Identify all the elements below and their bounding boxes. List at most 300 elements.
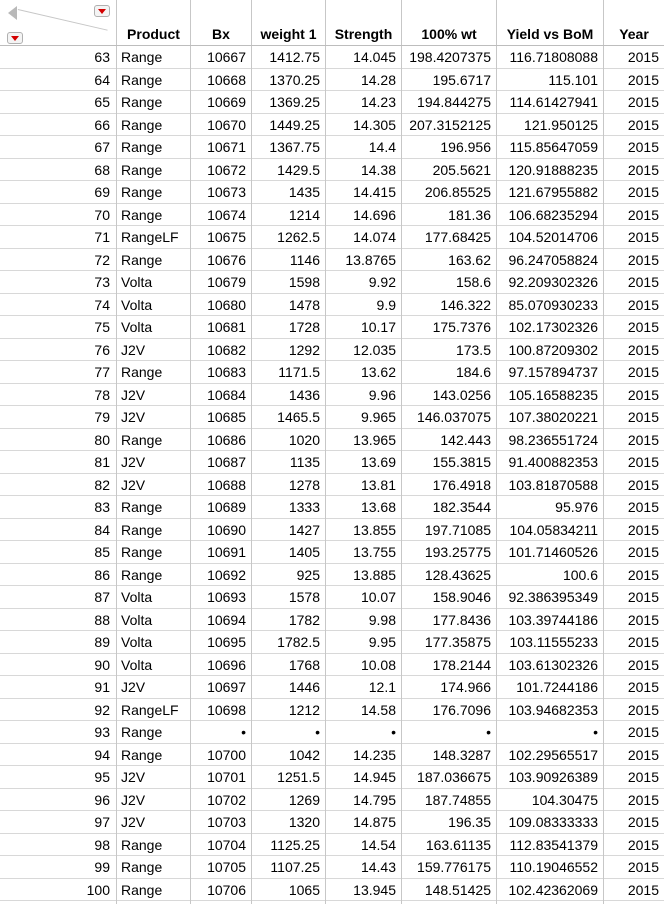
strength-cell[interactable]: 9.98 <box>368 611 396 628</box>
year-cell[interactable]: 2015 <box>627 409 659 425</box>
100-wt-cell[interactable]: 198.4207375 <box>409 49 491 65</box>
table-row[interactable] <box>0 474 664 497</box>
100-wt-cell[interactable]: 207.3152125 <box>409 116 491 133</box>
weight-1-cell[interactable]: 1478 <box>288 296 320 313</box>
100-wt-cell[interactable]: 196.956 <box>440 139 491 155</box>
strength-cell[interactable]: 13.62 <box>360 364 396 380</box>
row-number-cell[interactable]: 88 <box>94 611 110 628</box>
product-cell[interactable]: J2V <box>121 341 146 358</box>
table-row[interactable] <box>0 249 664 272</box>
year-cell[interactable]: 2015 <box>627 94 659 110</box>
bx-cell[interactable]: 10687 <box>207 454 246 470</box>
column-divider[interactable] <box>116 0 117 904</box>
table-row[interactable] <box>0 136 664 159</box>
row-number-cell[interactable]: 95 <box>94 769 110 785</box>
product-cell[interactable]: Range <box>121 566 163 583</box>
row-number-cell[interactable]: 77 <box>94 364 110 380</box>
strength-cell[interactable]: 10.17 <box>360 319 396 335</box>
strength-cell[interactable]: 9.9 <box>376 296 396 313</box>
row-number-cell[interactable]: 76 <box>94 341 110 358</box>
year-cell[interactable]: 2015 <box>627 139 659 155</box>
yield-vs-bom-cell[interactable]: 110.19046552 <box>509 859 598 875</box>
row-number-cell[interactable]: 100 <box>86 881 110 898</box>
strength-cell[interactable]: 13.68 <box>360 499 396 515</box>
year-cell[interactable]: 2015 <box>627 499 659 515</box>
bx-cell[interactable]: 10685 <box>207 409 246 425</box>
yield-vs-bom-cell[interactable]: 97.157894737 <box>508 364 598 380</box>
year-cell[interactable]: 2015 <box>627 679 659 695</box>
table-row[interactable] <box>0 564 664 587</box>
product-cell[interactable]: Range <box>121 544 163 560</box>
product-cell[interactable]: RangeLF <box>121 701 179 718</box>
year-cell[interactable]: 2015 <box>627 364 659 380</box>
table-row[interactable] <box>0 159 664 182</box>
weight-1-cell[interactable]: 1333 <box>288 499 320 515</box>
table-row[interactable] <box>0 361 664 384</box>
row-number-cell[interactable]: 82 <box>94 476 110 493</box>
weight-1-cell[interactable]: 1171.5 <box>278 364 320 380</box>
product-cell[interactable]: J2V <box>121 409 146 425</box>
100-wt-cell[interactable]: 155.3815 <box>432 454 491 470</box>
year-cell[interactable]: 2015 <box>627 184 659 200</box>
product-cell[interactable]: Volta <box>121 319 153 335</box>
weight-1-cell[interactable]: 1269 <box>288 791 320 808</box>
yield-vs-bom-cell[interactable]: 101.7244186 <box>516 679 598 695</box>
bx-cell[interactable]: 10701 <box>207 769 246 785</box>
table-row[interactable] <box>0 811 664 834</box>
bx-cell[interactable]: 10692 <box>207 566 246 583</box>
weight-1-cell[interactable]: 1214 <box>288 206 320 223</box>
bx-cell[interactable]: • <box>241 724 246 740</box>
100-wt-cell[interactable]: 177.68425 <box>424 229 491 245</box>
bx-cell[interactable]: 10700 <box>207 746 246 763</box>
row-number-cell[interactable]: 63 <box>94 49 110 65</box>
bx-cell[interactable]: 10706 <box>207 881 246 898</box>
table-row[interactable] <box>0 519 664 542</box>
strength-cell[interactable]: 13.945 <box>353 881 396 898</box>
table-row[interactable] <box>0 609 664 632</box>
column-divider[interactable] <box>603 0 604 904</box>
bx-cell[interactable]: 10683 <box>207 364 246 380</box>
100-wt-cell[interactable]: 148.3287 <box>432 746 491 763</box>
strength-cell[interactable]: 13.885 <box>353 566 396 583</box>
weight-1-cell[interactable]: 1135 <box>289 454 320 470</box>
rows-menu-icon[interactable] <box>7 32 23 44</box>
weight-1-cell[interactable]: 1728 <box>288 319 320 335</box>
row-number-cell[interactable]: 69 <box>94 184 110 200</box>
table-row[interactable] <box>0 879 664 902</box>
strength-cell[interactable]: 12.1 <box>368 679 396 695</box>
table-row[interactable] <box>0 69 664 92</box>
product-cell[interactable]: Volta <box>121 611 153 628</box>
bx-cell[interactable]: 10693 <box>207 589 246 605</box>
100-wt-cell[interactable]: 128.43625 <box>424 566 491 583</box>
bx-cell[interactable]: 10690 <box>207 521 246 538</box>
strength-cell[interactable]: 14.23 <box>360 94 396 110</box>
100-wt-cell[interactable]: 163.61135 <box>425 836 491 853</box>
100-wt-cell[interactable]: 148.51425 <box>424 881 491 898</box>
strength-cell[interactable]: 12.035 <box>353 341 396 358</box>
year-cell[interactable]: 2015 <box>627 386 659 403</box>
weight-1-cell[interactable]: 1146 <box>289 251 320 268</box>
row-number-cell[interactable]: 67 <box>94 139 110 155</box>
row-number-cell[interactable]: 97 <box>94 814 110 830</box>
year-cell[interactable]: 2015 <box>627 206 659 223</box>
row-number-cell[interactable]: 85 <box>94 544 110 560</box>
strength-cell[interactable]: 14.795 <box>353 791 396 808</box>
year-cell[interactable]: 2015 <box>627 49 659 65</box>
100-wt-cell[interactable]: 205.5621 <box>432 161 491 178</box>
year-cell[interactable]: 2015 <box>627 746 659 763</box>
year-cell[interactable]: 2015 <box>627 769 659 785</box>
table-row[interactable] <box>0 586 664 609</box>
row-number-cell[interactable]: 64 <box>94 71 110 88</box>
year-cell[interactable]: 2015 <box>627 476 659 493</box>
product-cell[interactable]: J2V <box>121 814 146 830</box>
100-wt-cell[interactable]: 197.71085 <box>424 521 491 538</box>
year-cell[interactable]: 2015 <box>627 454 659 470</box>
row-number-cell[interactable]: 80 <box>94 431 110 448</box>
row-number-cell[interactable]: 89 <box>94 634 110 650</box>
100-wt-cell[interactable]: 194.844275 <box>417 94 491 110</box>
product-cell[interactable]: Range <box>121 94 163 110</box>
100-wt-cell[interactable]: 187.74855 <box>424 791 491 808</box>
row-number-cell[interactable]: 99 <box>94 859 110 875</box>
product-cell[interactable]: Range <box>121 859 163 875</box>
strength-cell[interactable]: 13.965 <box>353 431 396 448</box>
row-number-cell[interactable]: 91 <box>94 679 110 695</box>
yield-vs-bom-cell[interactable]: 109.08333333 <box>508 814 598 830</box>
weight-1-cell[interactable]: 1446 <box>288 679 320 695</box>
column-divider[interactable] <box>496 0 497 904</box>
product-cell[interactable]: Range <box>121 521 163 538</box>
100-wt-cell[interactable]: 174.966 <box>440 679 491 695</box>
table-row[interactable] <box>0 676 664 699</box>
table-row[interactable] <box>0 451 664 474</box>
bx-cell[interactable]: 10680 <box>207 296 246 313</box>
bx-cell[interactable]: 10681 <box>207 319 246 335</box>
row-number-cell[interactable]: 75 <box>94 319 110 335</box>
weight-1-cell[interactable]: 1020 <box>288 431 320 448</box>
bx-cell[interactable]: 10694 <box>207 611 246 628</box>
yield-vs-bom-cell[interactable]: 121.67955882 <box>508 184 598 200</box>
100-wt-cell[interactable]: 176.7096 <box>432 701 491 718</box>
yield-vs-bom-cell[interactable]: 107.38020221 <box>508 409 598 425</box>
table-row[interactable] <box>0 699 664 722</box>
weight-1-cell[interactable]: 1278 <box>288 476 320 493</box>
strength-cell[interactable]: 13.855 <box>353 521 396 538</box>
100-wt-cell[interactable]: 177.35875 <box>424 634 491 650</box>
year-cell[interactable]: 2015 <box>627 296 659 313</box>
bx-cell[interactable]: 10696 <box>207 656 246 673</box>
column-header-yield-vs-bom[interactable]: Yield vs BoM <box>506 26 594 42</box>
year-cell[interactable]: 2015 <box>627 566 659 583</box>
bx-cell[interactable]: 10671 <box>207 139 246 155</box>
strength-cell[interactable]: 9.92 <box>368 274 396 290</box>
weight-1-cell[interactable]: 1367.75 <box>269 139 320 155</box>
yield-vs-bom-cell[interactable]: 104.30475 <box>531 791 598 808</box>
table-row[interactable] <box>0 654 664 677</box>
100-wt-cell[interactable]: 195.6717 <box>432 71 491 88</box>
yield-vs-bom-cell[interactable]: 102.17302326 <box>508 319 598 335</box>
table-row[interactable] <box>0 204 664 227</box>
strength-cell[interactable]: 13.755 <box>353 544 396 560</box>
yield-vs-bom-cell[interactable]: 100.6 <box>562 566 598 583</box>
row-number-cell[interactable]: 72 <box>94 251 110 268</box>
strength-cell[interactable]: 14.415 <box>353 184 396 200</box>
weight-1-cell[interactable]: 1436 <box>288 386 320 403</box>
row-number-cell[interactable]: 93 <box>94 724 110 740</box>
yield-vs-bom-cell[interactable]: 100.87209302 <box>508 341 598 358</box>
weight-1-cell[interactable]: 1427 <box>288 521 320 538</box>
yield-vs-bom-cell[interactable]: 103.94682353 <box>508 701 598 718</box>
100-wt-cell[interactable]: 187.036675 <box>417 769 491 785</box>
bx-cell[interactable]: 10705 <box>207 859 246 875</box>
product-cell[interactable]: Volta <box>121 589 153 605</box>
column-divider[interactable] <box>401 0 402 904</box>
yield-vs-bom-cell[interactable]: 115.85647059 <box>509 139 598 155</box>
product-cell[interactable]: Range <box>121 184 163 200</box>
product-cell[interactable]: J2V <box>121 679 146 695</box>
year-cell[interactable]: 2015 <box>627 71 659 88</box>
table-row[interactable] <box>0 406 664 429</box>
table-row[interactable] <box>0 181 664 204</box>
weight-1-cell[interactable]: 1212 <box>288 701 320 718</box>
yield-vs-bom-cell[interactable]: 104.05834211 <box>509 521 598 538</box>
year-cell[interactable]: 2015 <box>627 791 659 808</box>
product-cell[interactable]: Volta <box>121 656 153 673</box>
product-cell[interactable]: Volta <box>121 296 153 313</box>
weight-1-cell[interactable]: 1782.5 <box>277 634 320 650</box>
strength-cell[interactable]: 14.4 <box>368 139 396 155</box>
product-cell[interactable]: Range <box>121 724 163 740</box>
product-cell[interactable]: Range <box>121 746 163 763</box>
year-cell[interactable]: 2015 <box>627 611 659 628</box>
bx-cell[interactable]: 10674 <box>207 206 246 223</box>
row-number-cell[interactable]: 78 <box>94 386 110 403</box>
product-cell[interactable]: J2V <box>121 476 146 493</box>
year-cell[interactable]: 2015 <box>627 701 659 718</box>
yield-vs-bom-cell[interactable]: 106.68235294 <box>508 206 598 223</box>
yield-vs-bom-cell[interactable]: 95.976 <box>555 499 598 515</box>
column-header-year[interactable]: Year <box>619 26 649 42</box>
yield-vs-bom-cell[interactable]: 92.386395349 <box>508 589 598 605</box>
year-cell[interactable]: 2015 <box>627 656 659 673</box>
weight-1-cell[interactable]: 1598 <box>288 274 320 290</box>
weight-1-cell[interactable]: 1262.5 <box>277 229 320 245</box>
column-header-100-wt[interactable]: 100% wt <box>421 26 477 42</box>
product-cell[interactable]: J2V <box>121 769 146 785</box>
strength-cell[interactable]: 10.08 <box>360 656 396 673</box>
year-cell[interactable]: 2015 <box>627 859 659 875</box>
product-cell[interactable]: Volta <box>121 274 153 290</box>
strength-cell[interactable]: 10.07 <box>360 589 396 605</box>
100-wt-cell[interactable]: 163.62 <box>448 251 491 268</box>
weight-1-cell[interactable]: 1251.5 <box>277 769 320 785</box>
row-number-cell[interactable]: 79 <box>94 409 110 425</box>
weight-1-cell[interactable]: 1065 <box>288 881 320 898</box>
table-row[interactable] <box>0 721 664 744</box>
weight-1-cell[interactable]: 1465.5 <box>277 409 320 425</box>
100-wt-cell[interactable]: 176.4918 <box>432 476 491 493</box>
row-number-cell[interactable]: 92 <box>94 701 110 718</box>
weight-1-cell[interactable]: • <box>315 724 320 740</box>
yield-vs-bom-cell[interactable]: 102.42362069 <box>508 881 598 898</box>
table-row[interactable] <box>0 631 664 654</box>
weight-1-cell[interactable]: 1107.25 <box>270 859 320 875</box>
100-wt-cell[interactable]: 182.3544 <box>432 499 491 515</box>
yield-vs-bom-cell[interactable]: 91.400882353 <box>508 454 598 470</box>
strength-cell[interactable]: 14.945 <box>353 769 396 785</box>
weight-1-cell[interactable]: 1449.25 <box>269 116 320 133</box>
table-row[interactable] <box>0 91 664 114</box>
row-number-cell[interactable]: 74 <box>94 296 110 313</box>
yield-vs-bom-cell[interactable]: 103.90926389 <box>508 769 598 785</box>
bx-cell[interactable]: 10691 <box>207 544 246 560</box>
year-cell[interactable]: 2015 <box>627 521 659 538</box>
year-cell[interactable]: 2015 <box>627 229 659 245</box>
strength-cell[interactable]: 14.045 <box>353 49 396 65</box>
bx-cell[interactable]: 10679 <box>207 274 246 290</box>
year-cell[interactable]: 2015 <box>627 431 659 448</box>
row-number-cell[interactable]: 98 <box>94 836 110 853</box>
yield-vs-bom-cell[interactable]: 103.39744186 <box>508 611 598 628</box>
weight-1-cell[interactable]: 1370.25 <box>269 71 320 88</box>
yield-vs-bom-cell[interactable]: 120.91888235 <box>508 161 598 178</box>
bx-cell[interactable]: 10698 <box>207 701 246 718</box>
strength-cell[interactable]: 14.28 <box>360 71 396 88</box>
row-number-cell[interactable]: 86 <box>94 566 110 583</box>
strength-cell[interactable]: 13.81 <box>360 476 396 493</box>
year-cell[interactable]: 2015 <box>627 319 659 335</box>
strength-cell[interactable]: 14.875 <box>353 814 396 830</box>
year-cell[interactable]: 2015 <box>627 544 659 560</box>
strength-cell[interactable]: 9.96 <box>368 386 396 403</box>
product-cell[interactable]: RangeLF <box>121 229 179 245</box>
table-row[interactable] <box>0 541 664 564</box>
table-row[interactable] <box>0 339 664 362</box>
column-header-bx[interactable]: Bx <box>212 26 230 42</box>
table-row[interactable] <box>0 744 664 767</box>
table-row[interactable] <box>0 294 664 317</box>
column-header-strength[interactable]: Strength <box>334 26 393 42</box>
strength-cell[interactable]: • <box>391 724 396 740</box>
table-row[interactable] <box>0 271 664 294</box>
weight-1-cell[interactable]: 1125.25 <box>270 836 320 853</box>
product-cell[interactable]: Range <box>121 139 163 155</box>
product-cell[interactable]: Range <box>121 49 163 65</box>
table-row[interactable] <box>0 496 664 519</box>
bx-cell[interactable]: 10669 <box>207 94 246 110</box>
product-cell[interactable]: Range <box>121 499 163 515</box>
table-row[interactable] <box>0 384 664 407</box>
column-divider[interactable] <box>325 0 326 904</box>
bx-cell[interactable]: 10686 <box>207 431 246 448</box>
yield-vs-bom-cell[interactable]: 115.101 <box>548 71 598 88</box>
product-cell[interactable]: Range <box>121 206 163 223</box>
bx-cell[interactable]: 10697 <box>207 679 246 695</box>
100-wt-cell[interactable]: • <box>486 724 491 740</box>
year-cell[interactable]: 2015 <box>627 274 659 290</box>
bx-cell[interactable]: 10672 <box>207 161 246 178</box>
product-cell[interactable]: Range <box>121 71 163 88</box>
weight-1-cell[interactable]: 1292 <box>288 341 320 358</box>
weight-1-cell[interactable]: 1435 <box>288 184 320 200</box>
100-wt-cell[interactable]: 184.6 <box>455 364 491 380</box>
product-cell[interactable]: Range <box>121 116 163 133</box>
strength-cell[interactable]: 14.235 <box>353 746 396 763</box>
row-number-cell[interactable]: 73 <box>94 274 110 290</box>
table-row[interactable] <box>0 856 664 879</box>
table-row[interactable] <box>0 789 664 812</box>
weight-1-cell[interactable]: 1429.5 <box>277 161 320 178</box>
yield-vs-bom-cell[interactable]: 101.71460526 <box>508 544 598 560</box>
bx-cell[interactable]: 10675 <box>207 229 246 245</box>
yield-vs-bom-cell[interactable]: 92.209302326 <box>508 274 598 290</box>
table-row[interactable] <box>0 429 664 452</box>
100-wt-cell[interactable]: 175.7376 <box>432 319 491 335</box>
strength-cell[interactable]: 14.074 <box>353 229 396 245</box>
strength-cell[interactable]: 9.95 <box>368 634 396 650</box>
row-number-cell[interactable]: 94 <box>94 746 110 763</box>
row-number-cell[interactable]: 68 <box>94 161 110 178</box>
yield-vs-bom-cell[interactable]: • <box>593 724 598 740</box>
100-wt-cell[interactable]: 196.35 <box>448 814 491 830</box>
strength-cell[interactable]: 14.305 <box>353 116 396 133</box>
weight-1-cell[interactable]: 1320 <box>288 814 320 830</box>
100-wt-cell[interactable]: 143.0256 <box>432 386 491 403</box>
row-number-cell[interactable]: 81 <box>94 454 110 470</box>
bx-cell[interactable]: 10670 <box>207 116 246 133</box>
bx-cell[interactable]: 10684 <box>207 386 246 403</box>
year-cell[interactable]: 2015 <box>627 116 659 133</box>
100-wt-cell[interactable]: 158.6 <box>455 274 491 290</box>
weight-1-cell[interactable]: 1412.75 <box>269 49 320 65</box>
product-cell[interactable]: Range <box>121 364 163 380</box>
bx-cell[interactable]: 10695 <box>207 634 246 650</box>
table-row[interactable] <box>0 226 664 249</box>
weight-1-cell[interactable]: 1042 <box>288 746 320 763</box>
yield-vs-bom-cell[interactable]: 105.16588235 <box>508 386 598 403</box>
100-wt-cell[interactable]: 181.36 <box>448 206 491 223</box>
product-cell[interactable]: J2V <box>121 386 146 403</box>
yield-vs-bom-cell[interactable]: 104.52014706 <box>508 229 598 245</box>
strength-cell[interactable]: 14.58 <box>360 701 396 718</box>
100-wt-cell[interactable]: 159.776175 <box>417 859 491 875</box>
yield-vs-bom-cell[interactable]: 114.61427941 <box>509 94 598 110</box>
strength-cell[interactable]: 14.43 <box>360 859 396 875</box>
strength-cell[interactable]: 13.69 <box>360 454 396 470</box>
year-cell[interactable]: 2015 <box>627 836 659 853</box>
year-cell[interactable]: 2015 <box>627 589 659 605</box>
strength-cell[interactable]: 14.54 <box>360 836 396 853</box>
row-number-cell[interactable]: 65 <box>94 94 110 110</box>
100-wt-cell[interactable]: 178.2144 <box>432 656 491 673</box>
product-cell[interactable]: Range <box>121 251 163 268</box>
product-cell[interactable]: Range <box>121 836 163 853</box>
bx-cell[interactable]: 10682 <box>207 341 246 358</box>
year-cell[interactable]: 2015 <box>627 634 659 650</box>
column-divider[interactable] <box>190 0 191 904</box>
strength-cell[interactable]: 14.696 <box>353 206 396 223</box>
table-row[interactable] <box>0 834 664 857</box>
year-cell[interactable]: 2015 <box>627 881 659 898</box>
weight-1-cell[interactable]: 1782 <box>288 611 320 628</box>
100-wt-cell[interactable]: 146.322 <box>440 296 491 313</box>
100-wt-cell[interactable]: 173.5 <box>455 341 491 358</box>
column-header-product[interactable]: Product <box>127 26 180 42</box>
row-number-cell[interactable]: 70 <box>94 206 110 223</box>
